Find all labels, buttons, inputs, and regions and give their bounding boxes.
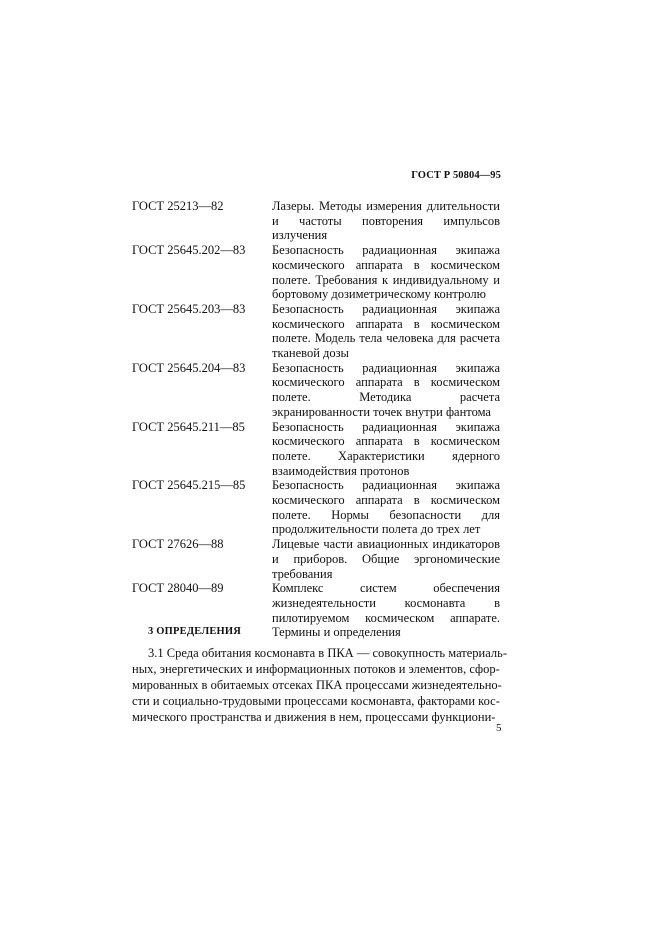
reference-code: ГОСТ 25645.211—85 [132,419,245,434]
reference-code: ГОСТ 28040—89 [132,581,224,596]
reference-title: Лазеры. Методы измерения длительности и частоты повторения импульсов излучения [272,199,500,243]
reference-code: ГОСТ 25645.203—83 [132,301,246,316]
reference-entry [132,420,500,479]
reference-title: Безопасность радиационная экипажа космического аппарата в космическом полете. Характеристики ядерного взаимодействия протонов [272,419,500,478]
reference-title: Безопасность радиационная экипажа космического аппарата в космическом полете. Модель тела человека для расчета тканевой дозы [272,301,500,361]
paragraph-line: ных, энергетических и информационных потоков и элементов, сфор- [132,662,500,676]
reference-entry [132,361,500,420]
normative-references-list [132,199,500,640]
paragraph-line: мированных в обитаемых отсеках ПКА процессами жизнедеятельно- [132,678,502,692]
reference-title: Безопасность радиационная экипажа космического аппарата в космическом полете. Требования к индивидуальному и бортовому дозиметрическому контролю [272,243,500,302]
reference-code: ГОСТ 25645.202—83 [132,243,246,258]
reference-code: ГОСТ 27626—88 [132,537,224,552]
reference-code: ГОСТ 25645.204—83 [132,360,246,375]
reference-title: Безопасность радиационная экипажа космического аппарата в космическом полете. Методика расчета экранированности точек внутри фантома [272,360,500,419]
paragraph-line: сти и социально-трудовыми процессами космонавта, факторами кос- [132,694,500,708]
paragraph-line: 3.1 Среда обитания космонавта в ПКА — совокупность материаль- [148,646,508,660]
reference-title: Безопасность радиационная экипажа космического аппарата в космическом полете. Нормы безопасности для продолжительности полета до трех лет [272,478,500,537]
definition-paragraph [132,645,508,725]
reference-code: ГОСТ 25213—82 [132,199,224,213]
reference-code: ГОСТ 25645.215—85 [132,478,246,493]
reference-entry [132,199,500,243]
reference-entry [132,478,500,537]
reference-entry [132,302,500,361]
reference-title: Лицевые части авиационных индикаторов и приборов. Общие эргономические требования [272,537,500,581]
reference-title: Комплекс систем обеспечения жизнедеятельности космонавта в пилотируемом космическом аппарате. Термины и определения [272,581,500,640]
reference-entry [132,243,500,302]
page-number: 5 [496,722,502,734]
reference-entry [132,537,500,581]
section-heading: 3 ОПРЕДЕЛЕНИЯ [148,626,242,637]
paragraph-line: мического пространства и движения в нем, процессами функциони- [132,710,496,724]
document-header: ГОСТ Р 50804—95 [411,170,501,181]
